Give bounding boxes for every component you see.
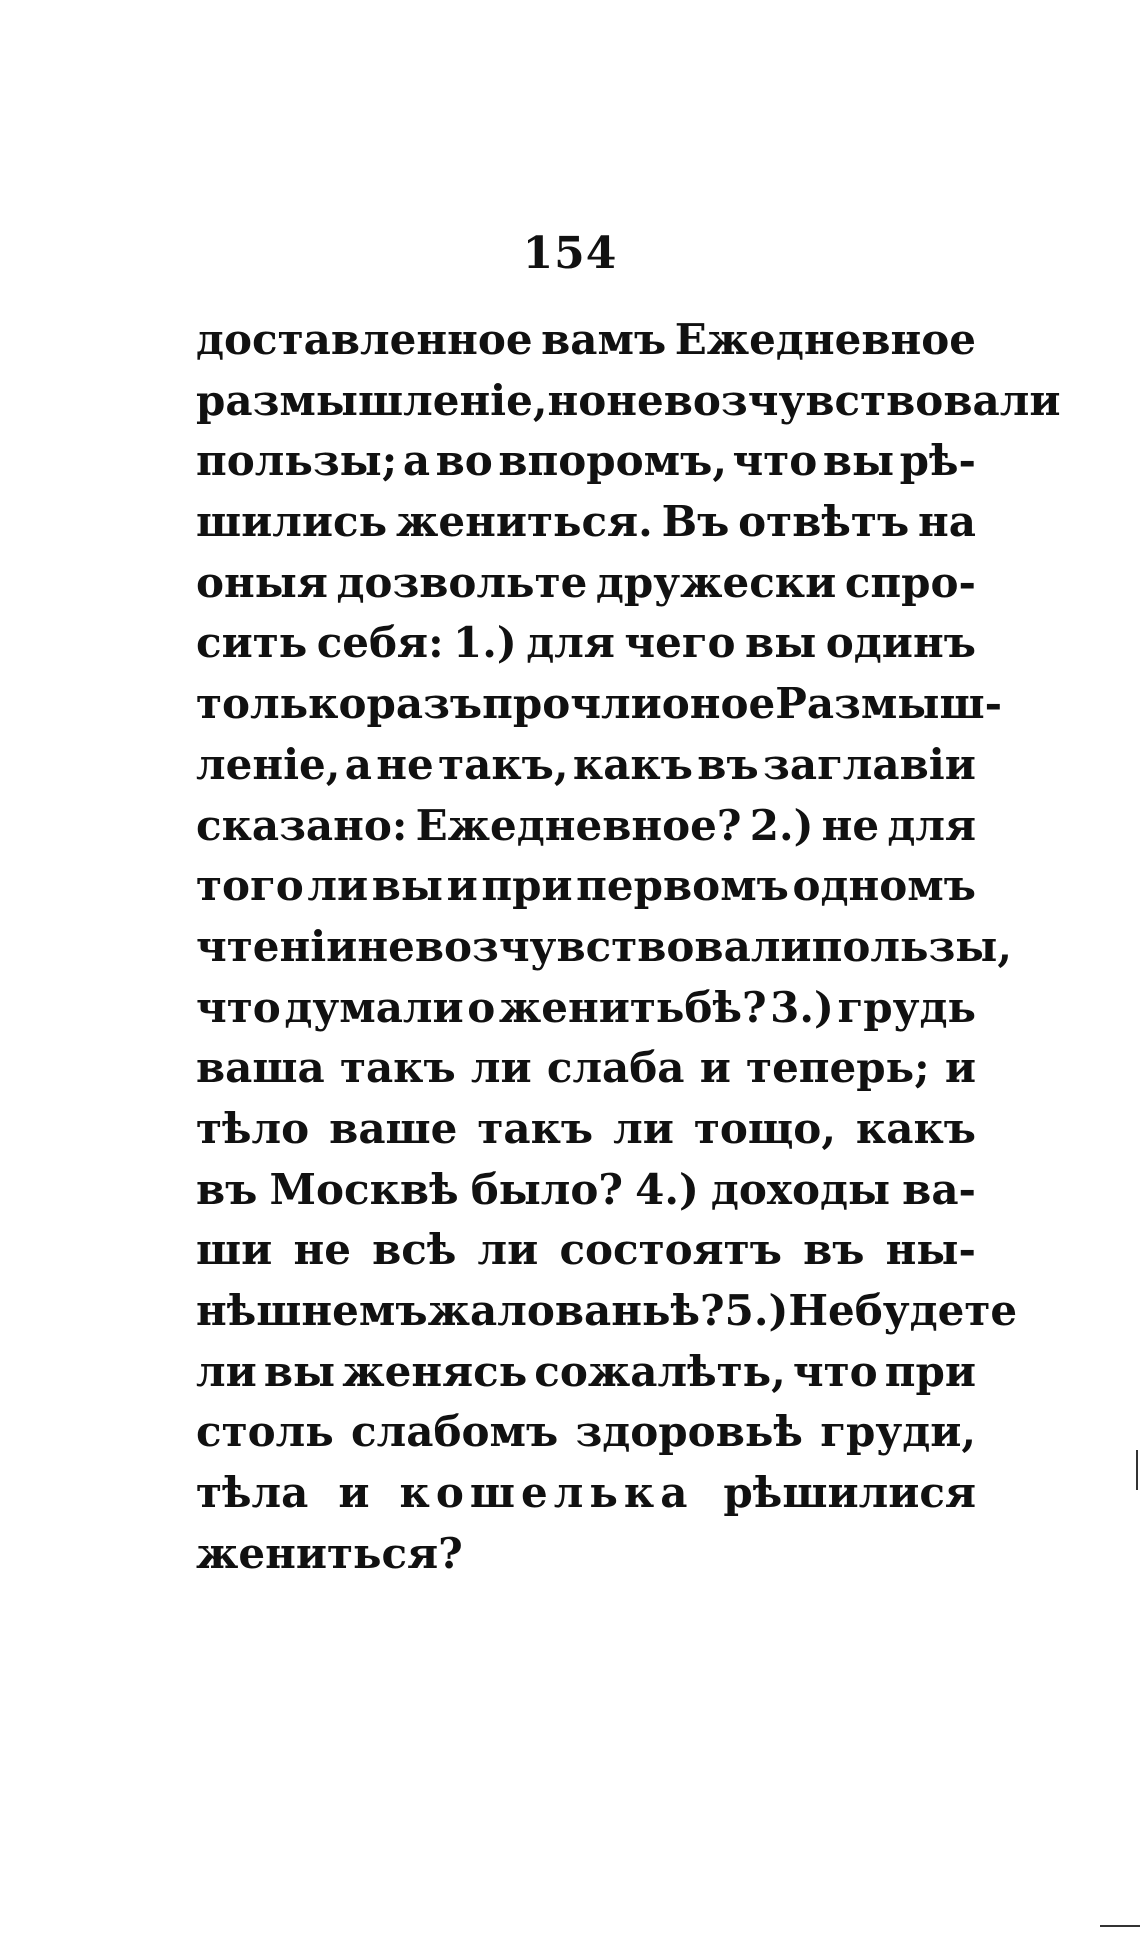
text-line [196,674,1003,735]
text-line [196,978,976,1039]
text-word: заглавіи [763,739,976,789]
text-word: въ [697,739,759,789]
text-word: столь [196,1407,334,1457]
text-word: ли [477,1225,539,1275]
text-word: здоровьѣ [575,1407,803,1457]
text-word: жениться. [395,497,653,547]
text-line [196,492,976,553]
text-word: какъ [855,1103,976,1153]
text-word: во [435,436,493,486]
text-word: сить [196,618,308,668]
text-line [196,1038,976,1099]
text-word: не [606,375,664,425]
text-word: того [196,861,304,911]
text-word: Не [788,1286,855,1335]
text-word: Ежедневное? [415,800,742,850]
text-line [196,553,976,614]
text-word: спро- [844,557,976,607]
text-word: что [792,1346,878,1396]
text-word: впоромъ, [498,436,727,486]
text-word: прочли [482,679,662,729]
text-line [196,1463,976,1524]
text-word: тѣло [196,1103,310,1153]
text-word: дозвольте [336,557,588,607]
text-word: разъ [366,679,483,729]
text-word: ваше [329,1103,458,1153]
text-line [196,310,976,371]
text-line [196,371,1061,432]
text-word: одинъ [825,618,976,668]
text-word: не [376,739,434,789]
text-word: не [821,800,880,850]
text-line [196,1220,976,1281]
text-word: вамъ [541,315,667,364]
text-word: доставленное [196,315,533,364]
text-word: было? [470,1164,624,1214]
text-word: ли [470,1043,532,1093]
text-word: вы [822,436,895,486]
text-word: теперь; [746,1043,930,1093]
text-line [196,1402,976,1463]
text-word: ваша [196,1043,325,1093]
text-word: оныя [196,557,328,607]
text-word: рѣ- [899,436,976,486]
text-word: сказано: [196,800,408,850]
text-word: 2.) [749,800,814,850]
text-word: шились [196,497,388,547]
text-word: такъ [339,1043,456,1093]
text-word: себя: [316,618,444,668]
text-word: ва- [902,1164,976,1214]
text-word: но [547,375,607,425]
page-corner-mark [1100,1925,1140,1927]
text-word: а [344,739,372,789]
text-line [196,1342,976,1403]
text-line [196,1160,976,1221]
text-word: пользы; [196,436,398,486]
text-word: нѣшнемъ [196,1286,428,1335]
text-line [196,917,1012,978]
text-word: только [196,679,367,729]
text-line [196,1099,976,1160]
text-word: состоятъ [559,1225,782,1275]
text-word: для [887,800,976,850]
text-word: въ [803,1225,865,1275]
text-word: и [338,1468,370,1518]
text-word: ли [196,1346,257,1396]
text-word: въ [196,1164,258,1214]
text-word: при [884,1346,976,1396]
text-word: а [402,436,431,486]
text-word: вы [263,1346,336,1396]
text-word: рѣшилися [723,1468,976,1518]
page-edge-mark [1136,1450,1138,1490]
text-word: слаба [546,1043,685,1093]
text-word: Ежедневное [674,315,976,364]
text-word: Въ [661,497,730,547]
text-word: и [446,861,478,911]
text-word: кошелька [399,1468,694,1518]
text-word: дружески [595,557,837,607]
text-word: не [293,1225,351,1275]
page-number: 154 [522,228,618,279]
text-word: не [357,921,415,971]
text-line [196,796,976,857]
text-word: возчувствовали [414,921,812,971]
text-word: 1.) [453,618,517,668]
text-word: вы [745,618,817,668]
text-word: груди, [820,1407,976,1457]
text-word: такъ, [438,739,569,789]
text-word: такъ [477,1103,594,1153]
text-word: ши [196,1225,273,1275]
text-line [196,1524,976,1585]
text-word: о [467,982,496,1032]
text-word: возчувствовали [663,375,1061,425]
text-word: ли [307,861,369,911]
text-word: сожалѣть, [534,1346,786,1396]
text-word: размышленіе, [196,375,548,425]
text-word: Размыш- [775,679,1003,729]
text-line [196,431,976,492]
text-word: тощо, [693,1103,836,1153]
text-word: и [944,1043,976,1093]
text-word: 5.) [724,1286,789,1335]
text-word: будете [854,1286,1018,1335]
text-word: что [196,982,281,1032]
text-word: какъ [572,739,693,789]
text-word: женитьбѣ? [498,982,767,1032]
text-word: пользы, [811,921,1012,971]
text-word: ли [613,1103,674,1153]
text-word: первомъ [576,861,789,911]
text-word: что [732,436,818,486]
text-word: жениться? [196,1528,463,1578]
text-word: на [918,497,976,547]
text-word: слабомъ [351,1407,559,1457]
text-word: вы [371,861,444,911]
text-line [196,856,976,917]
text-word: отвѣтъ [738,497,910,547]
text-line [196,735,976,796]
text-word: всѣ [372,1225,457,1275]
text-word: 4.) [635,1164,699,1214]
text-word: женясь [342,1346,528,1396]
text-word: леніе, [196,739,341,789]
text-word: жалованьѣ? [427,1286,725,1335]
text-line [196,1281,1018,1342]
text-word: тѣла [196,1468,309,1518]
text-word: ны- [885,1225,976,1275]
text-word: 3.) [770,982,834,1032]
text-word: оное [661,679,776,729]
text-word: для [526,618,615,668]
text-word: думали [284,982,464,1032]
text-word: чего [624,618,736,668]
text-word: и [699,1043,731,1093]
text-line [196,613,976,674]
text-word: грудь [837,982,976,1032]
text-word: одномъ [792,861,976,911]
text-word: при [481,861,573,911]
text-word: чтеніи [196,921,358,971]
text-word: Москвѣ [269,1164,459,1214]
text-word: доходы [710,1164,891,1214]
body-text [196,310,1061,1584]
